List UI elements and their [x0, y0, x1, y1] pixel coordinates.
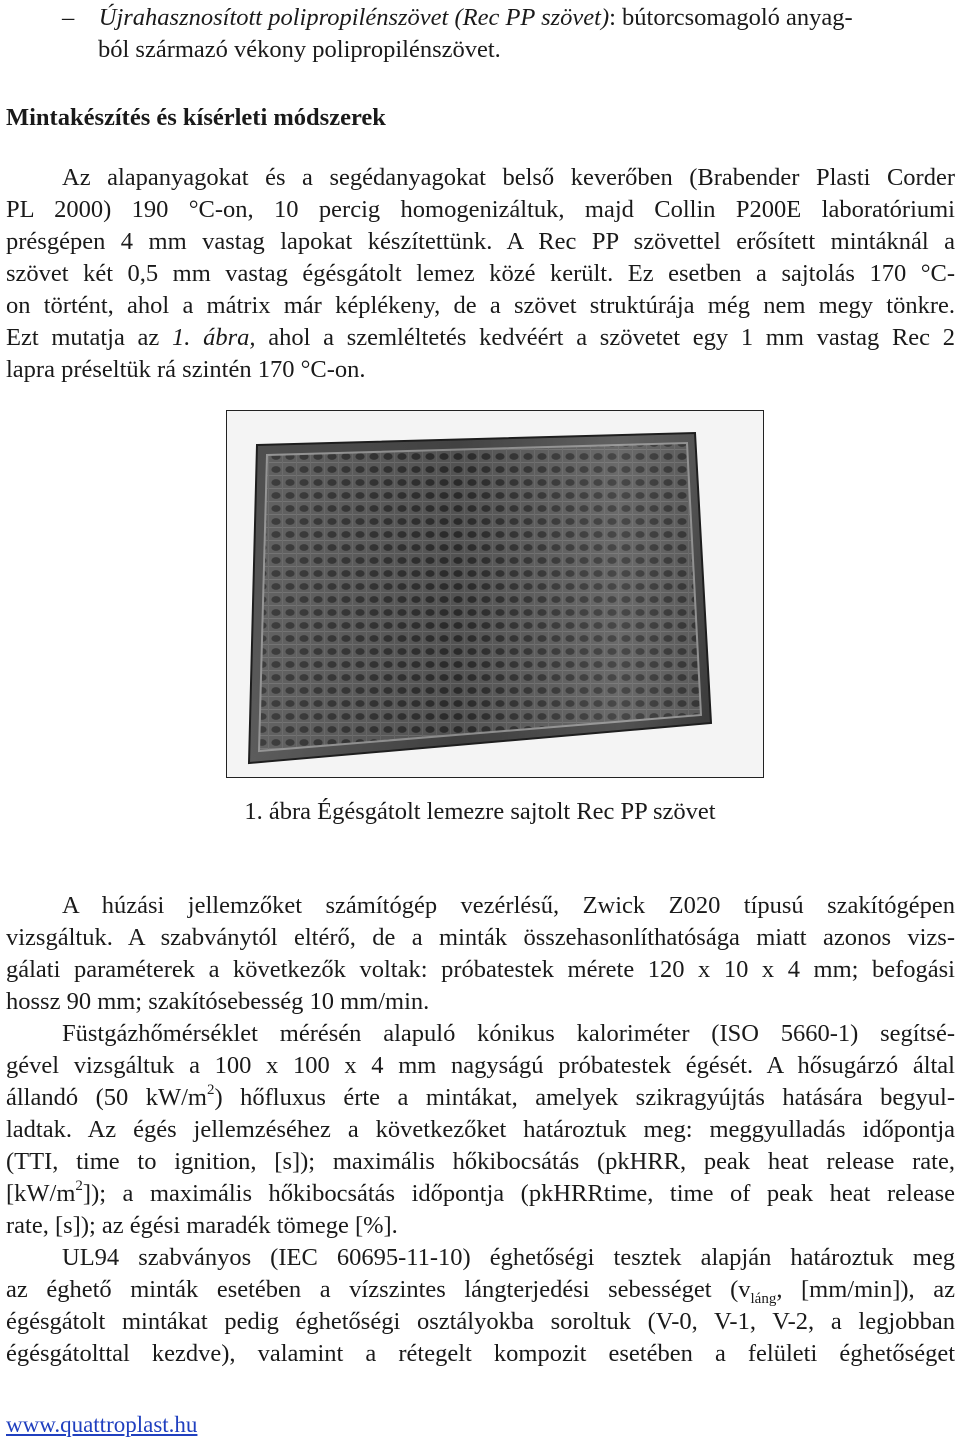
- para1-line-6: [6, 322, 955, 354]
- para3-line-5: (TTI, time to ignition, [s]); maximális hőkibocsátás (pkHRR, peak heat release rate,: [6, 1148, 955, 1175]
- para4-line-2-start: az éghető minták esetében a vízszintes lángterjedési sebességet (v: [6, 1276, 751, 1303]
- para1-line-6-end: ahol a szemléltetés kedvéért a szövetet egy 1 mm vastag Rec 2: [255, 324, 955, 351]
- para3-line-3-end: ) hőfluxus érte a mintákat, amelyek szikragyújtás hatására begyul-: [214, 1084, 955, 1111]
- para2-line-2: vizsgáltuk. A szabványtól eltérő, de a minták összehasonlíthatósága miatt azonos vizs-: [6, 924, 955, 951]
- para1-line-3: présgépen 4 mm vastag lapokat készítettünk. A Rec PP szövettel erősített mintáknál a: [6, 228, 955, 255]
- para3-line-3-start: állandó (50 kW/m: [6, 1084, 207, 1111]
- para4-line-2: [6, 1274, 955, 1306]
- para1-line-2: PL 2000) 190 °C-on, 10 percig homogenizáltuk, majd Collin P200E laboratóriumi: [6, 196, 955, 223]
- bullet-rest: : bútorcsomagoló anyag-: [609, 4, 853, 31]
- fabric-photo: [227, 411, 763, 777]
- para3-line-3: [6, 1082, 955, 1114]
- superscript-2: 2: [75, 1177, 83, 1194]
- para3-line-2: gével vizsgáltuk a 100 x 100 x 4 mm nagyságú próbatestek égését. A hősugárzó által: [6, 1052, 955, 1079]
- para1-line-7: lapra préseltük rá szintén 170 °C-on.: [6, 356, 366, 383]
- para3-line-4: ladtak. Az égés jellemzéséhez a következőket határoztuk meg: meggyulladás időpontja: [6, 1116, 955, 1143]
- para4-line-4: égésgátolttal kezdve), valamint a rétegelt kompozit esetében a felületi éghetőséget: [6, 1340, 955, 1367]
- para2-line-3: gálati paraméterek a következők voltak: próbatestek mérete 120 x 10 x 4 mm; befogási: [6, 956, 955, 983]
- subscript-lang: láng: [750, 1290, 777, 1307]
- figure-reference: 1. ábra,: [172, 324, 256, 351]
- bullet-line-1: [62, 2, 955, 34]
- para3-line-6-start: [kW/m: [6, 1180, 76, 1207]
- bullet-line-2: ból származó vékony polipropilénszövet.: [98, 36, 501, 63]
- para3-line-1: Füstgázhőmérséklet mérésén alapuló kónikus kaloriméter (ISO 5660-1) segítsé-: [62, 1020, 955, 1047]
- para2-line-1: A húzási jellemzőket számítógép vezérlésű, Zwick Z020 típusú szakítógépen: [62, 892, 955, 919]
- para4-line-1: UL94 szabványos (IEC 60695-11-10) éghetőségi tesztek alapján határoztuk meg: [62, 1244, 955, 1271]
- section-heading: Mintakészítés és kísérleti módszerek: [6, 104, 386, 131]
- bullet-dash: –: [62, 4, 75, 31]
- para4-line-2-end: , [mm/min]), az: [776, 1276, 955, 1303]
- para3-line-7: rate, [s]); az égési maradék tömege [%].: [6, 1212, 398, 1239]
- para4-line-3: égésgátolt mintákat pedig éghetőségi osztályokba soroltuk (V-0, V-1, V-2, a legjobban: [6, 1308, 955, 1335]
- para1-line-6-start: Ezt mutatja az: [6, 324, 173, 351]
- superscript-2: 2: [206, 1081, 215, 1098]
- para2-line-4: hossz 90 mm; szakítósebesség 10 mm/min.: [6, 988, 430, 1015]
- para3-line-6: [6, 1178, 955, 1210]
- figure-caption: 1. ábra Égésgátolt lemezre sajtolt Rec PP szövet: [244, 798, 716, 825]
- para1-line-5: on történt, ahol a mátrix már képlékeny, de a szövet struktúrája még nem megy tönkre.: [6, 292, 955, 319]
- para1-line-4: szövet két 0,5 mm vastag égésgátolt lemez közé került. Ez esetben a sajtolás 170 °C-: [6, 260, 955, 287]
- para3-line-6-end: ]); a maximális hőkibocsátás időpontja (pkHRRtime, time of peak heat release: [82, 1180, 955, 1207]
- website-link[interactable]: www.quattroplast.hu: [6, 1412, 198, 1437]
- para1-line-1: Az alapanyagokat és a segédanyagokat belső keverőben (Brabender Plasti Corder: [62, 164, 955, 191]
- figure-photo-frame: [226, 410, 764, 778]
- bullet-term: Újrahasznosított polipropilénszövet (Rec PP szövet): [98, 4, 610, 31]
